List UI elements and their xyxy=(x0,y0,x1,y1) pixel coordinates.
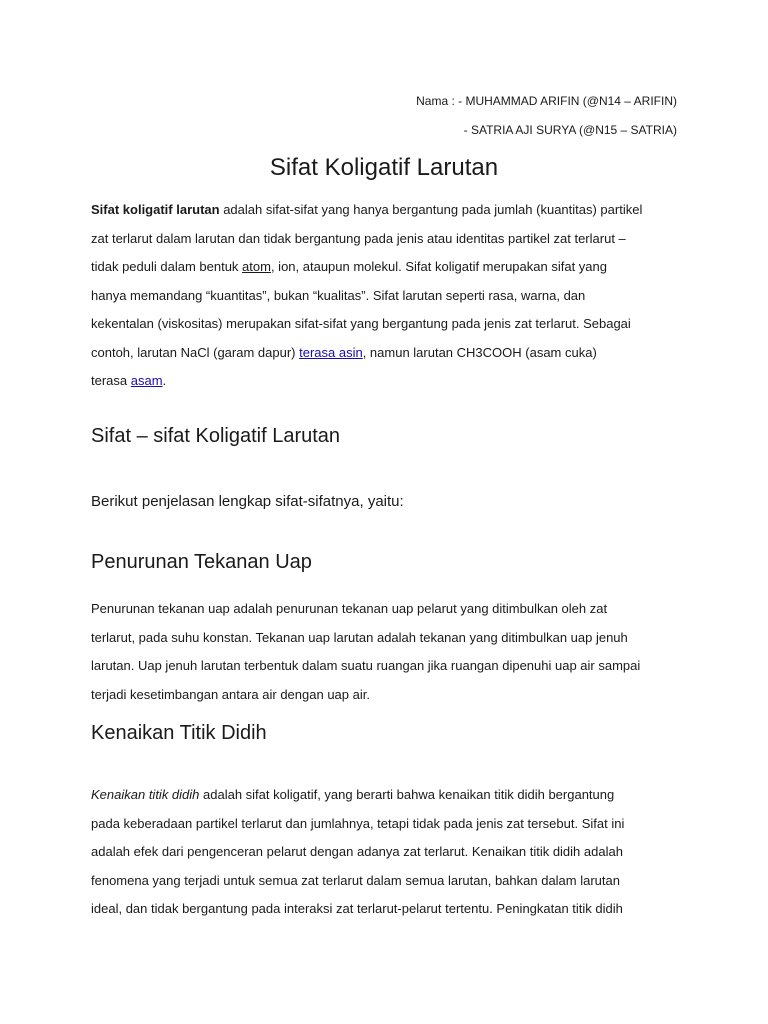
kenaikan-paragraph xyxy=(91,781,681,924)
intro-line-2: zat terlarut dalam larutan dan tidak bergantung pada jenis atau identitas partikel zat terlarut – xyxy=(91,230,626,246)
heading-penurunan-tekanan-uap: Penurunan Tekanan Uap xyxy=(91,551,312,573)
kenaikan-line: fenomena yang terjadi untuk semua zat terlarut dalam semua larutan, bahkan dalam larutan xyxy=(91,872,620,888)
author-line-1: Nama : - MUHAMMAD ARIFIN (@N14 – ARIFIN) xyxy=(416,94,677,108)
kenaikan-term: Kenaikan titik didih xyxy=(91,787,200,802)
penurunan-line: terjadi kesetimbangan antara air dengan uap air. xyxy=(91,686,370,702)
intro-line-3: tidak peduli dalam bentuk atom, ion, ataupun molekul. Sifat koligatif merupakan sifat yang xyxy=(91,259,607,274)
penurunan-line: Penurunan tekanan uap adalah penurunan tekanan uap pelarut yang ditimbulkan oleh zat xyxy=(91,601,608,616)
intro-line-4: hanya memandang “kuantitas”, bukan “kualitas”. Sifat larutan seperti rasa, warna, dan xyxy=(91,287,586,303)
intro-line-6: contoh, larutan NaCl (garam dapur) terasa asin, namun larutan CH3COOH (asam cuka) xyxy=(91,344,597,360)
heading-sifat-koligatif: Sifat – sifat Koligatif Larutan xyxy=(91,425,341,447)
document-title: Sifat Koligatif Larutan xyxy=(269,154,499,181)
heading-kenaikan-titik-didih: Kenaikan Titik Didih xyxy=(91,722,267,744)
asam-link[interactable]: asam xyxy=(130,373,163,388)
intro-line-5: kekentalan (viskositas) merupakan sifat-sifat yang bergantung pada jenis zat terlarut. Sebagai xyxy=(91,316,631,331)
intro-line-7: terasa asam. xyxy=(91,373,167,388)
penurunan-line: terlarut, pada suhu konstan. Tekanan uap larutan adalah tekanan yang ditimbulkan uap jenuh xyxy=(91,629,628,645)
kenaikan-line: ideal, dan tidak bergantung pada interaksi zat terlarut-pelarut tertentu. Peningkatan titik didih xyxy=(91,901,623,916)
kenaikan-line-1: Kenaikan titik didih adalah sifat koligatif, yang berarti bahwa kenaikan titik didih bergantung xyxy=(91,787,615,802)
penurunan-paragraph xyxy=(91,595,681,709)
author-line-2: - SATRIA AJI SURYA (@N15 – SATRIA) xyxy=(463,123,677,137)
intro-line-1: Sifat koligatif larutan adalah sifat-sifat yang hanya bergantung pada jumlah (kuantitas) partikel xyxy=(91,202,643,217)
terasa-asin-link[interactable]: terasa asin xyxy=(299,344,363,360)
penurunan-line: larutan. Uap jenuh larutan terbentuk dalam suatu ruangan jika ruangan dipenuhi uap air sampai xyxy=(91,658,641,673)
kenaikan-line: pada keberadaan partikel terlarut dan jumlahnya, tetapi tidak pada jenis zat tersebut. Sifat ini xyxy=(91,815,625,831)
intro-term: Sifat koligatif larutan xyxy=(91,202,220,217)
intro-paragraph xyxy=(91,196,681,396)
atom-link[interactable]: atom xyxy=(242,259,271,274)
section-intro-text: Berikut penjelasan lengkap sifat-sifatnya, yaitu: xyxy=(91,493,404,510)
kenaikan-line: adalah efek dari pengenceran pelarut dengan adanya zat terlarut. Kenaikan titik didih adalah xyxy=(91,844,623,859)
